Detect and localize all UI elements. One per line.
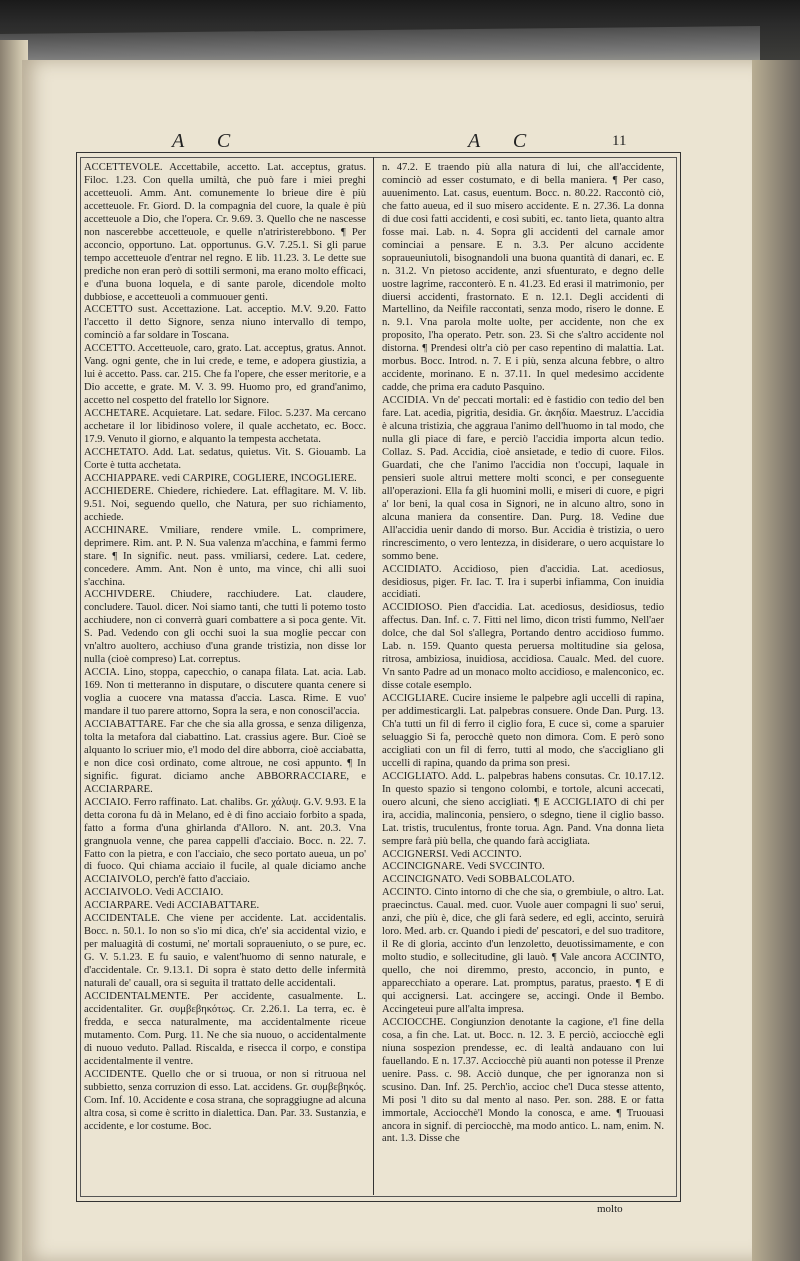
dictionary-entry: n. 47.2. E traendo più alla natura di lui, che all'accidente, cominciò ad esser costumato, e di bella maniera. ¶ Per caso, auuenimento. Lat. casus, euentum. Bocc. n. 80.22. Raccontò ciò, che fatto aueua, ed il suo misero accidente. E n. 27.36. La donna di due così fatti accidenti, e così subiti, ec. tanto lieta, quanto altra fosse mai. Lab. n. 4. Sopra gli accidenti del carnale amor cominciai a pensare. E n. 3.3. Per alcuno accidente sopraueuniutoli, bisognandoli una buona quantità di danari, ec. E n. 31.2. Vn pietoso accidente, anzi sfuenturato, e degno delle uostre lagrime, racconterò. E n. 41.23. Ed erasi il matrimonio, per diuersi accidenti, frastornato. E n. 12.1. Degli accidenti di Martellino, da Neifile raccontati, senza modo, risero le donne. E n. 9.1. Vna parola molte uolte, per accidente, non che ex proposito, l'ha operato. Petr. son. 23. Sì che s'altro accidente nol distorna. ¶ Prendesi oltr'a ciò per caso repentino di malattia. Lat. morbus. Bocc. Introd. n. 7. E i più, senza alcuna febbre, o altro accidente, morinano. E n. 37.11. In quel medesimo accidente cadde, che prima era caduto Pasquino. [382,162,664,394]
dictionary-entry: ACCHETATO. Add. Lat. sedatus, quietus. Vit. S. Giouamb. La Corte è tutta acchetata. [84,446,366,471]
dictionary-entry: ACCIDENTALE. Che viene per accidente. Lat. accidentalis. Bocc. n. 50.1. Io non so s'io mi dica, ch'e' sia accidental vizio, e per maluagità di costumi, ne' mortali sopraueniuto, o se pure, ec. G. V. 5.1.23. E fu sauio, e valent'huomo di senno naturale, e d'accidentale. Cr. 9.13.1. Di sopra è stato detto delle infermità naturali de' cauall, ora si seguita il trattato delle accidentali. [84,913,366,990]
dictionary-entry: ACCIAIVOLO. Vedi ACCIAIO. [84,887,224,899]
dictionary-entry: ACCHIVDERE. Chiudere, racchiudere. Lat. claudere, concludere. Tauol. dicer. Noi siamo tanti, che tutti li potemo tosto acchiudere, non ci converrà guari combattere a sì poca gente. Vit. S. Pad. Vedendo con gli occhi suoi la sua moglie peccar con vn'altro auoltero, acchiuso d'una grande tristizia, non disse lor nulla (cioè compreso) Lat. correptus. [84,589,366,666]
dictionary-entry: ACCIABATTARE. Far che che sia alla grossa, e senza diligenza, tolta la metafora dal ciabattino. Lat. crassius agere. Bur. Cioè se alquanto lo scriuer mio, e'l modo del dire abborra, cioè acciabatta, e non dice così ordinato, come altroue, ne così appunto. ¶ In signific. figurat. diciamo anche ABBORRACCIARE, e ACCIARPARE. [84,718,366,795]
dictionary-entry: ACCIDIATO. Accidioso, pien d'accidia. Lat. acediosus, desidiosus, piger. Fr. Iac. T. Ira i superbi infiamma, Con inuidia accidiati. [382,563,664,601]
dictionary-entry: ACCHIEDERE. Chiedere, richiedere. Lat. efflagitare. M. V. lib. 9.51. Noi, seguendo quello, che Natura, per suo richiamento, acchiede. [84,485,366,523]
running-head [0,130,800,152]
dictionary-entry: ACCIDENTALMENTE. Per accidente, casualmente. L. accidentaliter. Gr. συμβεβηκότως. Cr. 2.26.1. La terra, ec. è fredda, e secca naturalmente, ma accidentalmente riceue mutamento. Com. Purg. 11. Ne che sia nuouo, o accidentalmente di nuouo veduto. Pallad. Riscalda, e risecca il corpo, e constipa accidentalmente il ventre. [84,991,366,1067]
left-column [84,162,366,1133]
right-column [382,162,664,1146]
dictionary-entry: ACCHINARE. Vmiliare, rendere vmile. L. comprimere, deprimere. Rim. ant. P. N. Sua valenza m'acchina, e fammi fermo stare. ¶ In signific. neut. pass. vmiliarsi, cedere. Lat. cedere, concedere. Amm. Ant. Non è unto, ma vince, chi alli suoi s'acchina. [84,524,366,588]
dictionary-entry: ACCINCIGNARE. Vedi SVCCINTO. [382,861,545,873]
dictionary-entry: ACCIGLIATO. Add. L. palpebras habens consutas. Cr. 10.17.12. In questo spazio si tengono colombi, e tortole, alcuni accecati, ouero alcuni, che sieno accigliati. ¶ E ACCIGLIATO di chi per ira, accidia, malinconia, pensiero, o sdegno, tiene il ciglio basso. Lat. tristis, truculentus, fronte torua. Agn. Pand. Vna donna lieta sempre farà più bella, che quando farà accigliata. [382,770,664,847]
running-head-center: A C [468,130,541,152]
dictionary-entry: ACCINCIGNATO. Vedi SOBBALCOLATO. [382,874,575,886]
dictionary-entry: ACCHIAPPARE. vedi CARPIRE, COGLIERE, INCOGLIERE. [84,472,357,484]
dictionary-entry: ACCIARPARE. Vedi ACCIABATTARE. [84,900,260,912]
dictionary-entry: ACCHETARE. Acquietare. Lat. sedare. Filoc. 5.237. Ma cercano acchetare il lor libidinoso volere, il quale acchetato, ec. Bocc. 17.9. Venuto il giorno, e alquanto la tempesta acchetata. [84,408,366,446]
dictionary-entry: ACCIGLIARE. Cucire insieme le palpebre agli uccelli di rapina, per addimesticargli. Lat. palpebras consuere. Onde Dan. Purg. 13. Ch'a tutti un fil di ferro il ciglio fora, E cuce sì, come a sparuier seluaggio Si fa, perocchè queto non dimora. Com. E però sono accigliati con un fil di ferro, tutti al modo, che s'accigliano gli uccelli di rapina, quando da prima son presi. [382,693,664,769]
catchword: molto [597,1203,623,1215]
dictionary-entry: ACCIDENTE. Quello che or si truoua, or non si ritruoua nel subbietto, senza corruzion di esso. Lat. accidens. Gr. συμβεβηκός. Com. Inf. 10. Accidente e cosa strana, che sopraggiugne ad alcuna altra cosa, sì come è scritto in dialettica. Dan. Par. 33. Sustanzia, e accidente, e lor costume. Boc. [84,1068,366,1132]
running-head-left: A C [172,130,245,152]
dictionary-entry: ACCETTO sust. Accettazione. Lat. acceptio. M.V. 9.20. Fatto l'accetto il detto Signore, senza niuno intervallo di tempo, cominciò a far soldare in Toscana. [84,304,366,342]
dictionary-entry: ACCIOCCHE. Congiunzion denotante la cagione, e'l fine della cosa, a fin che. Lat. ut. Bocc. n. 12. 3. E perciò, acciocchè egli niuna sospezion prendesse, ec. di lealtà andauano con lui fauellando. E n. 17.37. Acciocchè più auanti non potesse il Prenze uenire. Pass. c. 98. Acciò dunque, che per ignoranza non si scusino. Dan. Inf. 25. Perch'io, accioc che'l Duca stesse attento, Mi posi 'l dito su dal mento al naso. Per. son. 288. E or fatta immortale, Acciocchè'l Mondo la conosca, e ame. ¶ Truouasi ancora in signif. di perciocchè, ma modo antico. L. nam, enim. N. ant. 1.3. Disse che [382,1016,664,1145]
dictionary-entry: ACCIDIA. Vn de' peccati mortali: ed è fastidio con tedio del ben fare. Lat. acedia, pigritia, desidia. Gr. ἀκηδία. Maestruz. L'accidia è alcuna tristizia, che aggraua l'animo dell'huomo in tal modo, che nulla gli piace di fare, e perciò l'accidia importa alcun tedio. Collaz. S. Pad. Accidia, cioè ansietade, e tedio di cuore. Filos. Guardati, che che l'animo l'accidia non t'occupi, laquale in pensieri suole altrui mettere molti sconci, e per conseguente all'operazioni. Ella fa gli huomini molli, e miseri di cuore, e pigri a' lor beni, la qual cosa in Signori, ne in alcuno altro, sono in alcuna maniera da consentire. Dan. Purg. 18. Vedine due All'accidia uenir dando di morso. Bur. Accidia è tristizia, o uero rincrescimento, o vero lentezza, in disiderare, o uero acquistare lo sommo bene. [382,395,664,562]
dictionary-entry: ACCIAIO. Ferro raffinato. Lat. chalibs. Gr. χάλυψ. G.V. 9.93. E la detta corona fu dà in Melano, ed è di fino acciaio forbito a spada, fatto a forma d'una ghirlanda d'Alloro. N. ant. 20.3. Vna grangnuola venne, che parea cappelli d'acciaio. Bocc. n. 22. 7. Fatto con la pietra, e con l'acciaio, che seco portato aueua, un po' di fuoco. Qui chiama acciaio il fucile, al quale diciamo anche ACCIAIVOLO, perch'è fatto d'acciaio. [84,796,366,886]
dictionary-entry: ACCETTEVOLE. Accettabile, accetto. Lat. acceptus, gratus. Filoc. 1.23. Con quella umiltà, che può fare i miei preghi accetteuoli. Amm. Ant. comunemente lo brieue dire è più accetteuole. Fr. Giord. D. la compagnia del cuore, la quale è più accetteuole a Dio, che l'opera. Cr. 9.69. 3. Quello che ne nascesse non nascerebbe accetteuole, e quelle n'atriristerebbono. ¶ Per acconcio, opportuno. Lat. opportunus. G.V. 7.25.1. Si gli parue tempo accetteuole d'entrar nel regno. E lib. 11.23. 3. Le dette sue prediche non eran però di sottili sermoni, ma erano molto efficaci, e d'una buona loquela, e di sante parole, dicendole molto dubbiose, e accetteuoli a commuouer genti. [84,162,366,303]
dictionary-entry: ACCIA. Lino, stoppa, capecchio, o canapa filata. Lat. acia. Lab. 169. Non ti metteranno in disputare, o discutere quanta cenere si voglia a cuocere vna matassa d'accia. Lasca. Rime. E vuo' mandare il tuo parere attorno, Sopra la sera, e non conoscil'accia. [84,667,366,718]
dictionary-entry: ACCIGNERSI. Vedi ACCINTO. [382,848,522,860]
dictionary-entry: ACCINTO. Cinto intorno di che che sia, o grembiule, o altro. Lat. praecinctus. Caual. med. cuor. Vuole auer compagni li suo' serui, anzi, che più è, dice, che gli farà sedere, ed egli, accinto, seruirà loro. Med. arb. cr. Quando i piedi de' pescatori, e del suo traditore, il Re di gloria, accinto d'un lenzoletto, deuotissimamente, e con molto studio, e sollecitudine, gli lauò. ¶ Vale ancora ACCINTO, quello, che noi diremmo, presto, acconcio, in punto, e apparecchiato a operare. Lat. promptus, paratus, praesto. ¶ E di qui accignersi. Lat. accingere se, accingi. Onde il Bembo. Accingeteui pure all'alta impresa. [382,887,664,1015]
page-fore-edge [752,60,800,1261]
dictionary-entry: ACCIDIOSO. Pien d'accidia. Lat. acediosus, desidiosus, tedio affectus. Dan. Inf. c. 7. Fitti nel limo, dicon tristi fummo, Nell'aer dolce, che dal Sol s'allegra, Portando dentro accidioso fummo. Lab. n. 159. Quanto questa peruersa moltitudine sia gelosa, ritrosa, ambiziosa, inuidiosa, accidiosa. Caualc. Med. del cuore. Vn santo Padre ad un monaco molto accidioso, e malenconico, ec. disse cotale esemplo. [382,602,664,692]
column-rule [373,157,374,1195]
page-number: 11 [612,133,627,149]
dictionary-entry: ACCETTO. Accetteuole, caro, grato. Lat. acceptus, gratus. Annot. Vang. ogni gente, che in lui crede, e teme, e adopera giustizia, a lui è accetto. Pass. car. 215. Che fa l'opere, che esser meritorie, e a Dio accette, e grate. M. V. 3. 99. Huomo pro, ed grand'animo, accetto nel cospetto del fratello lor Signore. [84,343,366,407]
